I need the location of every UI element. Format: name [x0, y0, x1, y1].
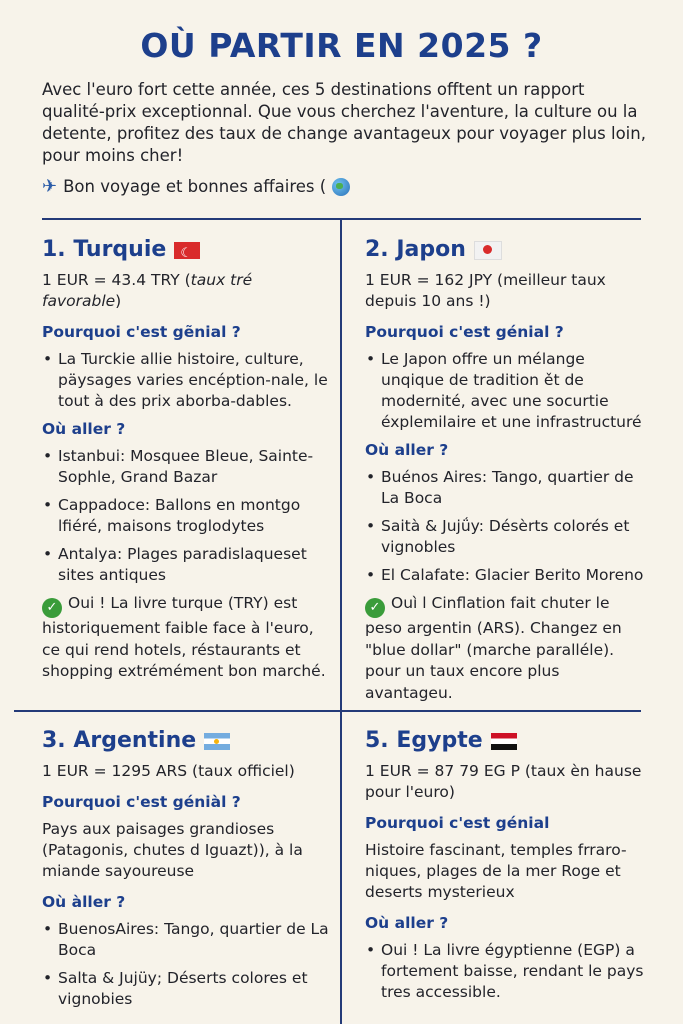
- globe-icon: [332, 178, 350, 196]
- list-item: • Salta & Jujüy; Déserts colores et vignobies: [42, 968, 334, 1010]
- page-title: OÙ PARTIR EN 2025 ?: [140, 26, 543, 65]
- list-item: • La Turckie allie histoire, culture, päysages varies encéption-nale, le tout à des prix aborba-dables.: [42, 349, 332, 412]
- card-title: 2. Japon: [365, 236, 645, 264]
- where-list: [365, 940, 645, 1003]
- card-title: 5. Egypte: [365, 727, 645, 755]
- egypt-flag-icon: [491, 733, 517, 750]
- why-list: [42, 349, 332, 412]
- card-argentine: [42, 727, 334, 1017]
- exchange-rate: 1 EUR = 87 79 EG P (taux èn hause pour l'euro): [365, 762, 642, 801]
- card-japon: [365, 236, 645, 704]
- argentina-flag-icon: [204, 733, 230, 750]
- list-item: • Le Japon offre un mélange unqique de tradition ět de modernité, avec une socurtie éxplemilaire et une infrastructuré: [365, 349, 645, 433]
- why-heading: Pourquoi c'est génial ?: [365, 323, 564, 341]
- check-icon: ✓: [365, 598, 385, 618]
- where-list: [365, 467, 645, 586]
- why-text: Histoire fascinant, temples frraro-niques, plages de la mer Roge et deserts mysterieux: [365, 841, 627, 901]
- where-list: [42, 919, 334, 1010]
- card-turquie: [42, 236, 332, 683]
- list-item: • Oui ! La livre égyptienne (EGP) a fortement baisse, rendant le pays tres accessible.: [365, 940, 645, 1003]
- note: ✓ Oui ! La livre turque (TRY) est historiquement faible face à l'euro, ce qui rend hotels, réstaurants et shopping extrémément bon marché.: [42, 594, 326, 680]
- airplane-icon: ✈: [42, 176, 58, 197]
- exchange-rate: 1 EUR = 1295 ARS (taux officiel): [42, 762, 295, 780]
- card-title: 3. Argentine: [42, 727, 334, 755]
- turkey-flag-icon: [174, 242, 200, 259]
- intro-paragraph: Avec l'euro fort cette année, ces 5 destinations offtent un rapport qualité-prix exceptionnal. Que vous cherchez l'aventure, la culture ou la detente, profitez des taux de change avantageux pour voyager plus loin, pour moins cher!: [42, 80, 646, 165]
- list-item: • Cappadoce: Ballons en montgo lfiéré, maisons troglodytes: [42, 495, 332, 537]
- card-egypte: [365, 727, 645, 1010]
- exchange-rate: 1 EUR = 162 JPY (meilleur taux depuis 10 ans !): [365, 271, 606, 310]
- where-heading: Où aller ?: [365, 441, 449, 459]
- why-text: Pays aux paisages grandioses (Patagonis, chutes d Iguazt)), à la miande sayoureuse: [42, 820, 303, 880]
- column-divider: [340, 218, 342, 1024]
- why-list: [365, 349, 645, 433]
- middle-divider: [14, 710, 641, 712]
- list-item: • El Calafate: Glacier Berito Moreno: [365, 565, 645, 586]
- where-heading: Où aller ?: [365, 914, 449, 932]
- why-heading: Pourquoi c'est géniàl ?: [42, 793, 241, 811]
- card-title: 1. Turquie ☾: [42, 236, 332, 264]
- tagline: [42, 176, 642, 198]
- list-item: • Buénos Aires: Tango, quartier de La Boca: [365, 467, 645, 509]
- why-heading: Pourquoi c'est gẽnial ?: [42, 323, 241, 341]
- where-list: [42, 446, 332, 586]
- list-item: • Saità & Jujǘy: Désèrts colorés et vignobles: [365, 516, 645, 558]
- where-heading: Où aller ?: [42, 420, 126, 438]
- list-item: • BuenosAires: Tango, quartier de La Boca: [42, 919, 334, 961]
- japan-flag-icon: [474, 241, 502, 260]
- note: ✓ Ouì l Cinflation fait chuter le peso argentin (ARS). Changez en "blue dollar" (marche paralléle). pour un taux encore plus avantageu.: [365, 594, 622, 702]
- tagline-text: Bon voyage et bonnes affaires (: [63, 177, 327, 196]
- exchange-rate: 1 EUR = 43.4 TRY (taux tré favorable): [42, 271, 253, 310]
- list-item: • Istanbui: Mosquee Bleue, Sainte-Sophle, Grand Bazar: [42, 446, 332, 488]
- list-item: • Antalya: Plages paradislaqueset sites antiques: [42, 544, 332, 586]
- check-icon: ✓: [42, 598, 62, 618]
- where-heading: Où àller ?: [42, 893, 126, 911]
- why-heading: Pourquoi c'est génial: [365, 814, 550, 832]
